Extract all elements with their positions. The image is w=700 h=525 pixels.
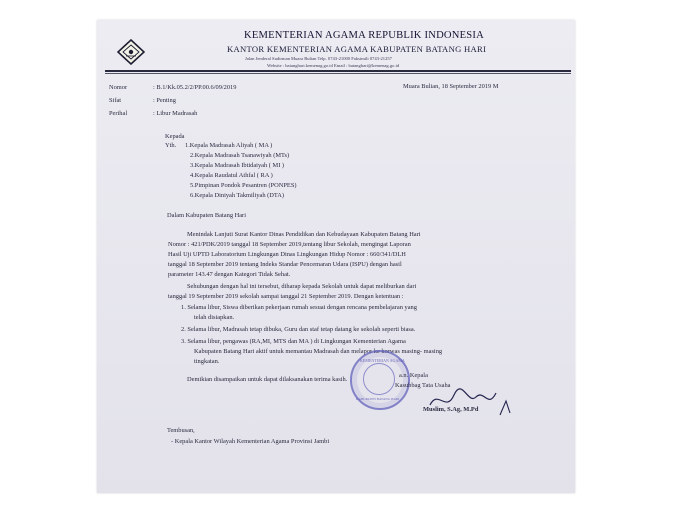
official-stamp-icon [350,350,410,410]
stamp-text-top: KEMENTERIAN AGAMA [360,358,405,363]
office-address: Jalan Jenderal Sudirman Muara Bulian Telp. 0743-21000 Faksimili 0743-21257 [245,56,392,61]
stamp-text-bottom: KABUPATEN BATANG HARI [356,397,400,401]
body-line: tanggal 18 September 2019 tentang Indeks Standar Pencemaran Udara (ISPU) dengan hasil [168,261,402,268]
provision-item: 1. Selama libur, Siswa diberikan pekerjaan rumah sesuai dengan rencana pembelajaran yang [181,304,417,311]
letter-date: Muara Bulian, 18 September 2019 M [403,83,499,90]
cc-item: - Kepala Kantor Wilayah Kementerian Agama Provinsi Jambi [171,438,330,445]
provision-item-cont: tingkatan. [194,358,220,365]
signer-role: a.n. Kepala [399,372,428,379]
yth-label: Yth. [165,142,177,149]
perihal-value: : Libur Madrasah [153,110,198,117]
body-line: parameter 143.47 dengan Kategori Tidak Sehat. [168,271,291,278]
recipient-item: 4.Kepala Raudatul Athfal ( RA ) [190,172,273,179]
cc-label: Tembusan, [167,427,195,434]
letter-page [97,20,575,493]
sifat-value: : Penting [153,97,176,104]
body-line: Sehubungan dengan hal ini tersebut, diharap kepada Sekolah untuk dapat meliburkan dari [187,283,417,290]
kemenag-emblem-icon [117,39,145,65]
letterhead-rule [105,70,571,72]
ministry-name: KEMENTERIAN AGAMA REPUBLIK INDONESIA [244,30,484,41]
body-line: tanggal 19 September 2019 sekolah sampai tanggal 21 September 2019. Dengan ketentuan : [168,293,404,300]
recipient-item: 5.Pimpinan Pondok Pesantren (PONPES) [190,182,297,189]
kepada-label: Kepada [165,133,185,140]
recipient-item: 6.Kepala Diniyah Takmiliyah (DTA) [190,192,285,199]
body-line: Nomor : 421/PDK/2019 tanggal 18 September 2019,tentang libur Sekolah, mengingat Laporan [168,241,411,248]
body-line: Hasil Uji UPTD Laboratorium Lingkungan Dinas Lingkungan Hidup Nomor : 660/341/DLH [168,251,406,258]
signer-name: Muslim, S.Ag, M.Pd [423,406,479,413]
stamp-emblem [363,363,395,395]
closing-line: Demikian disampaikan untuk dapat dilaksanakan terima kasih. [187,376,348,383]
provision-item: 2. Selama libur, Madrasah tetap dibuka, Guru dan staf tetap datang ke sekolah seperti biasa. [181,326,416,333]
perihal-label: Perihal [109,110,128,117]
sifat-label: Sifat [109,97,122,104]
recipient-item: 2.Kepala Madrasah Tsanawiyah (MTs) [190,152,290,159]
letterhead-rule-thin [105,73,571,74]
provision-item-cont: telah disiapkan. [194,314,235,321]
recipient-location: Dalam Kabupaten Batang Hari [167,212,246,219]
office-website: Website : batanghari.kemenag.go.id Email : batanghari@kemenag.go.id [267,63,400,68]
nomor-label: Nomor [109,84,128,91]
recipient-item: 1.Kepala Madrasah Aliyah ( MA ) [185,142,273,149]
signer-office: Kasubbag Tata Usaha [395,382,451,389]
office-name: KANTOR KEMENTERIAN AGAMA KABUPATEN BATANG HARI [227,44,487,54]
provision-item: 3. Selama libur, pengawas (RA,MI, MTS dan MA ) di Lingkungan Kementerian Agama [181,338,406,345]
body-line: Menindak Lanjuti Surat Kantor Dinas Pendidikan dan Kebudayaan Kabupaten Batang Hari [187,231,421,238]
nomor-value: : B.1/Kk.05.2/2/PP.00.6/09/2019 [153,84,237,91]
provision-item-cont: Kabupaten Batang Hari aktif untuk memantau Madrasah dan melapor ke korwas masing- masing [194,348,443,355]
recipient-item: 3.Kepala Madrasah Ibtidaiyah ( MI ) [190,162,285,169]
